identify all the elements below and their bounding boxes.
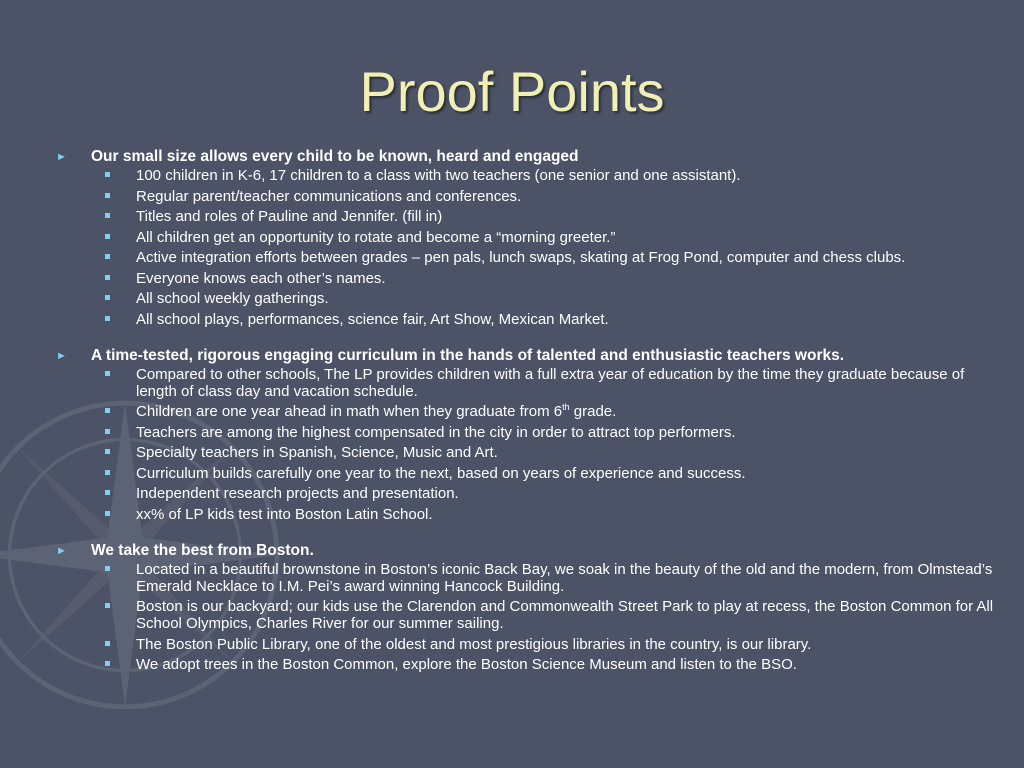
square-bullet-icon [105, 641, 110, 646]
bullet-list [56, 561, 1001, 674]
list-item [56, 311, 1001, 328]
list-item [56, 366, 1001, 400]
section-heading-text: We take the best from Boston. [91, 541, 314, 559]
list-item [56, 188, 1001, 205]
list-item [56, 656, 1001, 673]
arrow-bullet-icon: ► [56, 349, 67, 362]
square-bullet-icon [105, 316, 110, 321]
list-item-text: The Boston Public Library, one of the oldest and most prestigious libraries in the country, is our library. [136, 635, 812, 653]
list-item [56, 270, 1001, 287]
bullet-list [56, 366, 1001, 523]
list-item [56, 403, 1001, 420]
list-item-text: We adopt trees in the Boston Common, explore the Boston Science Museum and listen to the BSO. [136, 656, 797, 673]
list-item-text: Boston is our backyard; our kids use the Clarendon and Commonwealth Street Park to play at recess, the Boston Common for All School Olympics, Charles River for our summer sailing. [136, 598, 994, 632]
section-3 [56, 541, 1001, 674]
list-item-text: Teachers are among the highest compensated in the city in order to attract top performers. [136, 423, 736, 441]
section-1 [56, 147, 1001, 328]
list-item-text: xx% of LP kids test into Boston Latin School. [136, 505, 433, 523]
list-item-text: All school weekly gatherings. [136, 290, 329, 307]
list-item [56, 465, 1001, 482]
arrow-bullet-icon: ► [56, 151, 67, 163]
square-bullet-icon [105, 234, 110, 239]
list-item-text: Independent research projects and presentation. [136, 485, 459, 502]
section-heading-text: A time-tested, rigorous engaging curriculum in the hands of talented and enthusiastic teachers works. [91, 346, 845, 364]
square-bullet-icon [105, 511, 110, 516]
square-bullet-icon [105, 566, 110, 571]
square-bullet-icon [105, 603, 110, 608]
square-bullet-icon [105, 295, 110, 300]
list-item-text: Curriculum builds carefully one year to the next, based on years of experience and success. [136, 464, 746, 482]
list-item-text: All school plays, performances, science fair, Art Show, Mexican Market. [136, 310, 609, 328]
list-item [56, 598, 1001, 632]
section-heading [56, 346, 1001, 366]
square-bullet-icon [105, 275, 110, 280]
square-bullet-icon [105, 213, 110, 218]
list-item [56, 506, 1001, 523]
list-item-text: All children get an opportunity to rotate and become a “morning greeter.” [136, 228, 616, 246]
slide-title: Proof Points [359, 60, 665, 123]
square-bullet-icon [105, 429, 110, 434]
superscript: th [562, 402, 570, 412]
list-item [56, 249, 1001, 266]
list-item-text: Specialty teachers in Spanish, Science, Music and Art. [136, 444, 498, 461]
list-item-text: Children are one year ahead in math when they graduate from 6th grade. [136, 402, 617, 420]
square-bullet-icon [105, 661, 110, 666]
square-bullet-icon [105, 408, 110, 413]
bullet-list [56, 167, 1001, 328]
section-heading [56, 541, 1001, 561]
list-item [56, 444, 1001, 461]
slide-body [56, 147, 1001, 691]
square-bullet-icon [105, 254, 110, 259]
list-item [56, 208, 1001, 225]
list-item [56, 167, 1001, 184]
square-bullet-icon [105, 449, 110, 454]
list-item-text: Regular parent/teacher communications and conferences. [136, 187, 522, 205]
section-2 [56, 346, 1001, 523]
list-item [56, 485, 1001, 502]
arrow-bullet-icon: ► [56, 544, 67, 557]
list-item-text: Active integration efforts between grades – pen pals, lunch swaps, skating at Frog Pond, computer and chess clubs. [136, 249, 906, 266]
list-item-text: Titles and roles of Pauline and Jennifer. (fill in) [136, 208, 443, 225]
list-item [56, 424, 1001, 441]
list-item [56, 561, 1001, 595]
section-heading [56, 147, 1001, 167]
list-item-text: Everyone knows each other’s names. [136, 269, 386, 287]
list-item [56, 229, 1001, 246]
square-bullet-icon [105, 371, 110, 376]
square-bullet-icon [105, 470, 110, 475]
list-item [56, 290, 1001, 307]
section-heading-text: Our small size allows every child to be known, heard and engaged [91, 148, 579, 165]
square-bullet-icon [105, 193, 110, 198]
list-item [56, 636, 1001, 653]
list-item-text: 100 children in K-6, 17 children to a class with two teachers (one senior and one assistant). [136, 167, 741, 184]
list-item-text: Compared to other schools, The LP provides children with a full extra year of education by the time they graduate because of length of class day and vacation schedule. [136, 365, 965, 400]
list-item-text: Located in a beautiful brownstone in Boston’s iconic Back Bay, we soak in the beauty of the old and the modern, from Olmstead’s Emerald Necklace to I.M. Pei’s award winning Hancock Building. [136, 560, 993, 595]
square-bullet-icon [105, 172, 110, 177]
square-bullet-icon [105, 490, 110, 495]
